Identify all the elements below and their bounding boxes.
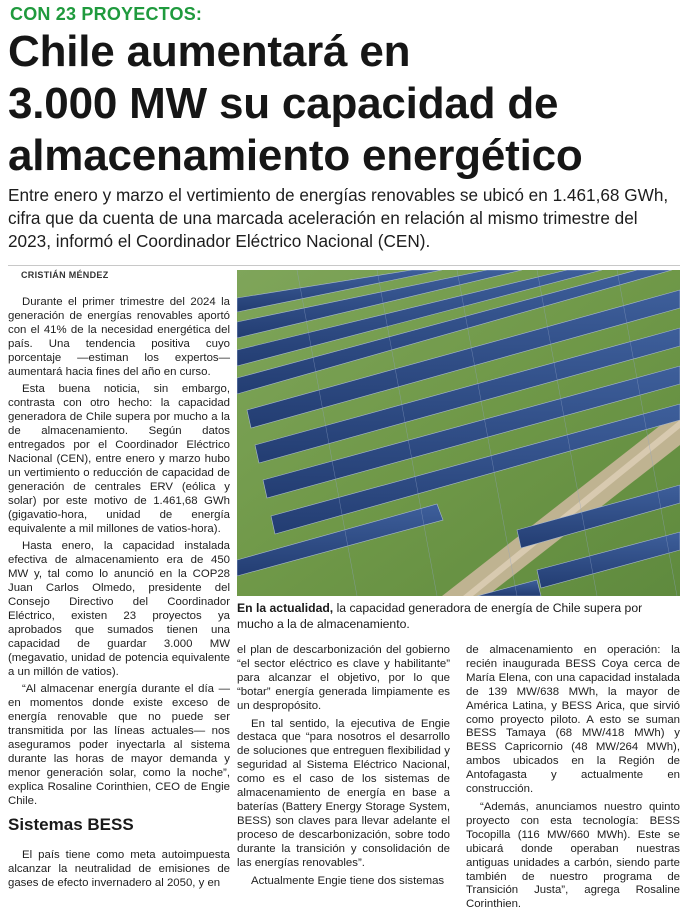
paragraph: El país tiene como meta autoimpuesta alcanzar la neutralidad de emisiones de gases de efecto invernadero al 2050, y en: [8, 849, 230, 889]
section-kicker: CON 23 PROYECTOS:: [10, 4, 203, 24]
caption-lead: En la actualidad,: [237, 601, 334, 615]
headline: [8, 26, 680, 182]
paragraph: “Además, anunciamos nuestro quinto proyecto con esta tecnología: BESS Tocopilla (116 MW/660 MWh). Este se ubicará donde operaban nuestras antiguas unidades a carbón, siendo parte también de nuestro programa de Transición Justa”, agrega Rosaline Corinthien.: [466, 800, 680, 911]
paragraph: Hasta enero, la capacidad instalada efectiva de almacenamiento era de 450 MW y, tal como lo anunció en la COP28 Juan Carlos Olmedo, presidente del Consejo Directivo del Coordinador Eléctrico, existen 23 proyectos ya aprobados que sumados tienen una capacidad de guardar 3.000 MW (megavatio, unidad de potencia equivalente a un millón de vatios).: [8, 540, 230, 678]
dek-summary: Entre enero y marzo el vertimiento de energías renovables se ubicó en 1.461,68 GWh, cifra que da cuenta de una marcada aceleración en relación al mismo trimestre del 2023, informó el Coordinador Eléctrico Nacional (CEN).: [8, 185, 669, 251]
paragraph: Esta buena noticia, sin embargo, contrasta con otro hecho: la capacidad generadora de Chile supera por mucho a la de almacenamiento. Según datos entregados por el Coordinador Eléctrico Nacional (CEN), entre enero y marzo hubo un vertimiento o reducción de capacidad de generación de centrales ERV (eólica y solar) por este motivo de 1.461,68 GWh (gigavatio-hora, unidad de energía equivalente a mil millones de vatios-hora).: [8, 383, 230, 535]
headline-line-1: Chile aumentará en: [8, 27, 411, 76]
subhead-bess: Sistemas BESS: [8, 815, 134, 834]
body-column-2: [237, 644, 450, 892]
paragraph: de almacenamiento en operación: la recién inaugurada BESS Coya cerca de María Elena, con una capacidad instalada de 139 MW/638 MWh, la mayor de América Latina, y BESS Arica, que sirvió como proyecto piloto. A esto se suman BESS Tamaya (68 MW/418 MWh) y BESS Capricornio (48 MW/264 MWh), ambos ubicados en la Región de Antofagasta y actualmente en construcción.: [466, 644, 680, 796]
solar-farm-photo: [237, 270, 680, 596]
paragraph: Durante el primer trimestre del 2024 la generación de energías renovables aportó con el 41% de la necesidad energética del país. Una tendencia positiva cuyo porcentaje —estiman los expertos— aumentará hacia fines del año en curso.: [8, 296, 230, 378]
byline: CRISTIÁN MÉNDEZ: [21, 270, 109, 280]
body-column-1-continued: [8, 849, 230, 895]
caption-text: la capacidad generadora de energía de Chile supera por mucho a la de almacenamiento.: [237, 601, 643, 631]
photo-caption: [237, 600, 677, 632]
divider: [8, 265, 680, 266]
paragraph: el plan de descarbonización del gobierno “el sector eléctrico es clave y habilitante” para alcanzar el objetivo, por lo que “botar” energía generada limpiamente es un despropósito.: [237, 644, 450, 712]
headline-line-3: almacenamiento energético: [8, 131, 583, 180]
body-column-1: [8, 296, 230, 813]
paragraph: En tal sentido, la ejecutiva de Engie destaca que “para nosotros el desarrollo de soluciones que entreguen flexibilidad y seguridad al Sistema Eléctrico Nacional, como es el caso de los sistemas de almacenamiento de energía en base a baterías (Battery Energy Storage System, BESS) son claves para llevar adelante el proceso de descarbonización, sobre todo durante la transición y consolidación de las energías renovables”.: [237, 717, 450, 869]
headline-line-2: 3.000 MW su capacidad de: [8, 79, 559, 128]
paragraph: Actualmente Engie tiene dos sistemas: [251, 874, 445, 887]
solar-panels-image: [237, 270, 680, 596]
paragraph: “Al almacenar energía durante el día —en momentos donde existe exceso de energía renovable que no puede ser transmitida por las líneas actuales— nos aseguramos poder inyectarla al sistema durante las horas de mayor demanda y menor generación solar, como la noche”, explica Rosaline Corinthien, CEO de Engie Chile.: [8, 683, 230, 807]
body-column-3: [466, 644, 680, 916]
